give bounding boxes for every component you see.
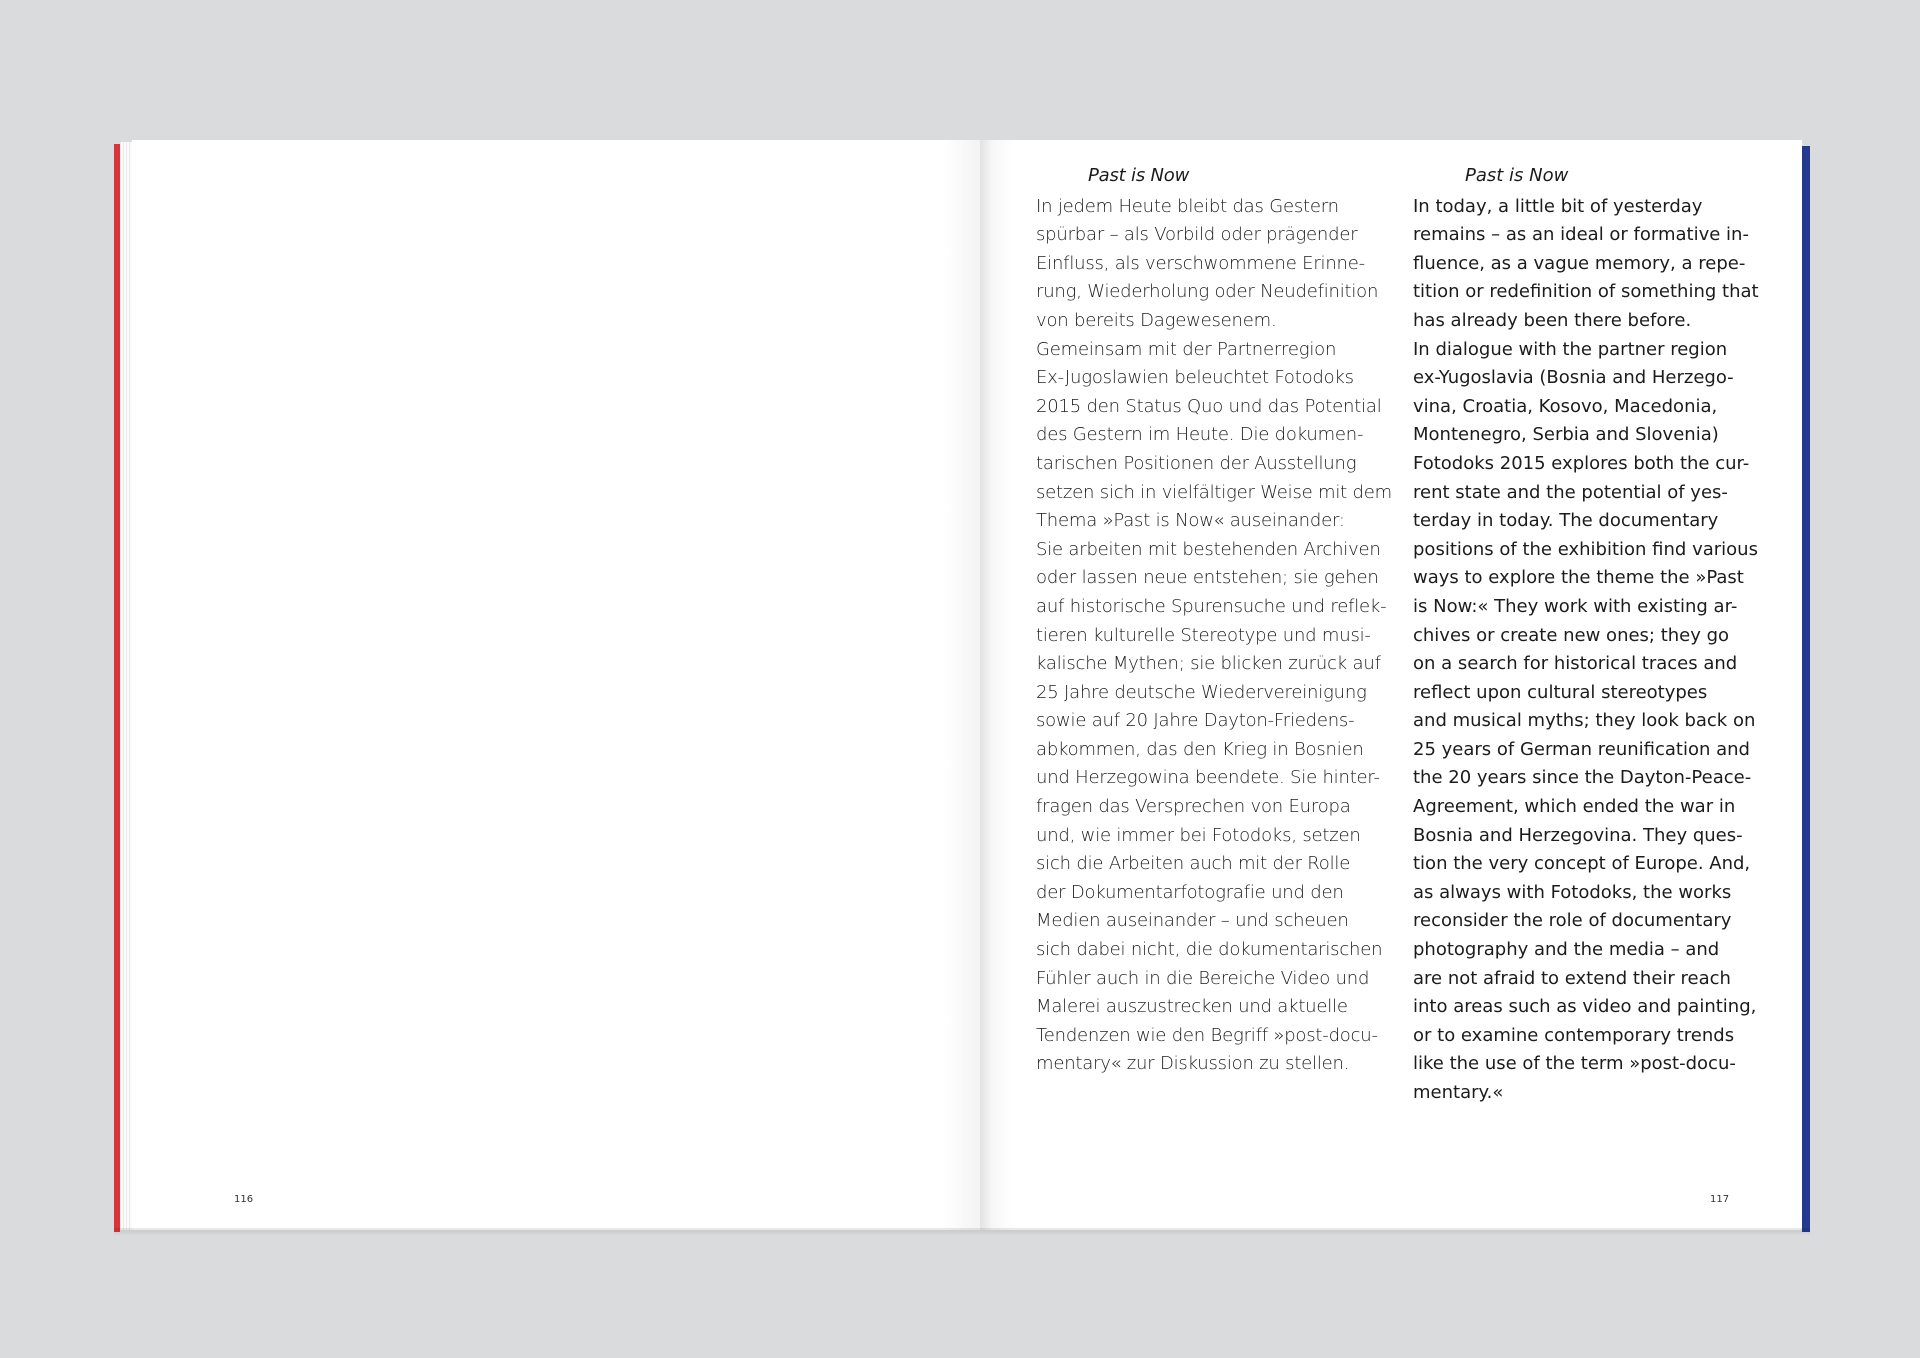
- english-body: In today, a little bit of yesterday remains – as an ideal or formative in- fluence, as a vague memory, a repe- tition or redefinition of something that has already been there before. In dialogue with the partner region ex-Yugoslavia (Bosnia and Herzego- vina, Croatia, Kosovo, Macedonia, Montenegro, Serbia and Slovenia) Fotodoks 2015 explores both the cur- rent state and the potential of yes- terday in today. The documentary positions of the exhibition find various ways to explore the theme the »Past is Now:« They work with existing ar- chives or create new ones; they go on a search for historical traces and reflect upon cultural stereotypes and musical myths; they look back on 25 years of German reunification and the 20 years since the Dayton-Peace- Agreement, which ended the war in Bosnia and Herzegovina. They ques- tion the very concept of Europe. And, as always with Fotodoks, the works reconsider the role of documentary photography and the media – and are not afraid to extend their reach into areas such as video and painting, or to examine contemporary trends like the use of the term »post-docu- mentary.«: [1413, 195, 1759, 1103]
- page-number-right: 117: [1710, 1194, 1730, 1205]
- book-shadow: [114, 1228, 1810, 1236]
- english-text-column: [1413, 162, 1773, 1108]
- left-page-blank: [132, 140, 997, 1230]
- right-cover-edge-blue: [1802, 146, 1810, 1232]
- german-title: Past is Now: [1088, 165, 1190, 186]
- page-block-edges: [120, 142, 132, 1230]
- german-body: In jedem Heute bleibt das Gestern spürbar – als Vorbild oder prägender Einfluss, als verschwommene Erinne- rung, Wiederholung oder Neudefinition von bereits Dagewesenem. Gemeinsam mit der Partnerregion Ex-Jugoslawien beleuchtet Fotodoks 2015 den Status Quo und das Potential des Gestern im Heute. Die dokumen- tarischen Positionen der Ausstellung setzen sich in vielfältiger Weise mit dem Thema »Past is Now« auseinander: Sie arbeiten mit bestehenden Archiven oder lassen neue entstehen; sie gehen auf historische Spurensuche und reflek- tieren kulturelle Stereotype und musi- kalische Mythen; sie blicken zurück auf 25 Jahre deutsche Wiedervereinigung sowie auf 20 Jahre Dayton-Friedens- abkommen, das den Krieg in Bosnien und Herzegowina beendete. Sie hinter- fragen das Versprechen von Europa und, wie immer bei Fotodoks, setzen sich die Arbeiten auch mit der Rolle der Dokumentarfotografie und den Medien auseinander – und scheuen sich dabei nicht, die dokumentarischen Fühler auch in die Bereiche Video und Malerei auszustrecken und aktuelle Tendenzen wie den Begriff »post-docu- mentary« zur Diskussion zu stellen.: [1036, 195, 1392, 1075]
- page-number-left: 116: [234, 1194, 254, 1205]
- open-book-spread: [114, 140, 1808, 1230]
- german-text-column: [1036, 162, 1396, 1079]
- english-title: Past is Now: [1465, 165, 1569, 186]
